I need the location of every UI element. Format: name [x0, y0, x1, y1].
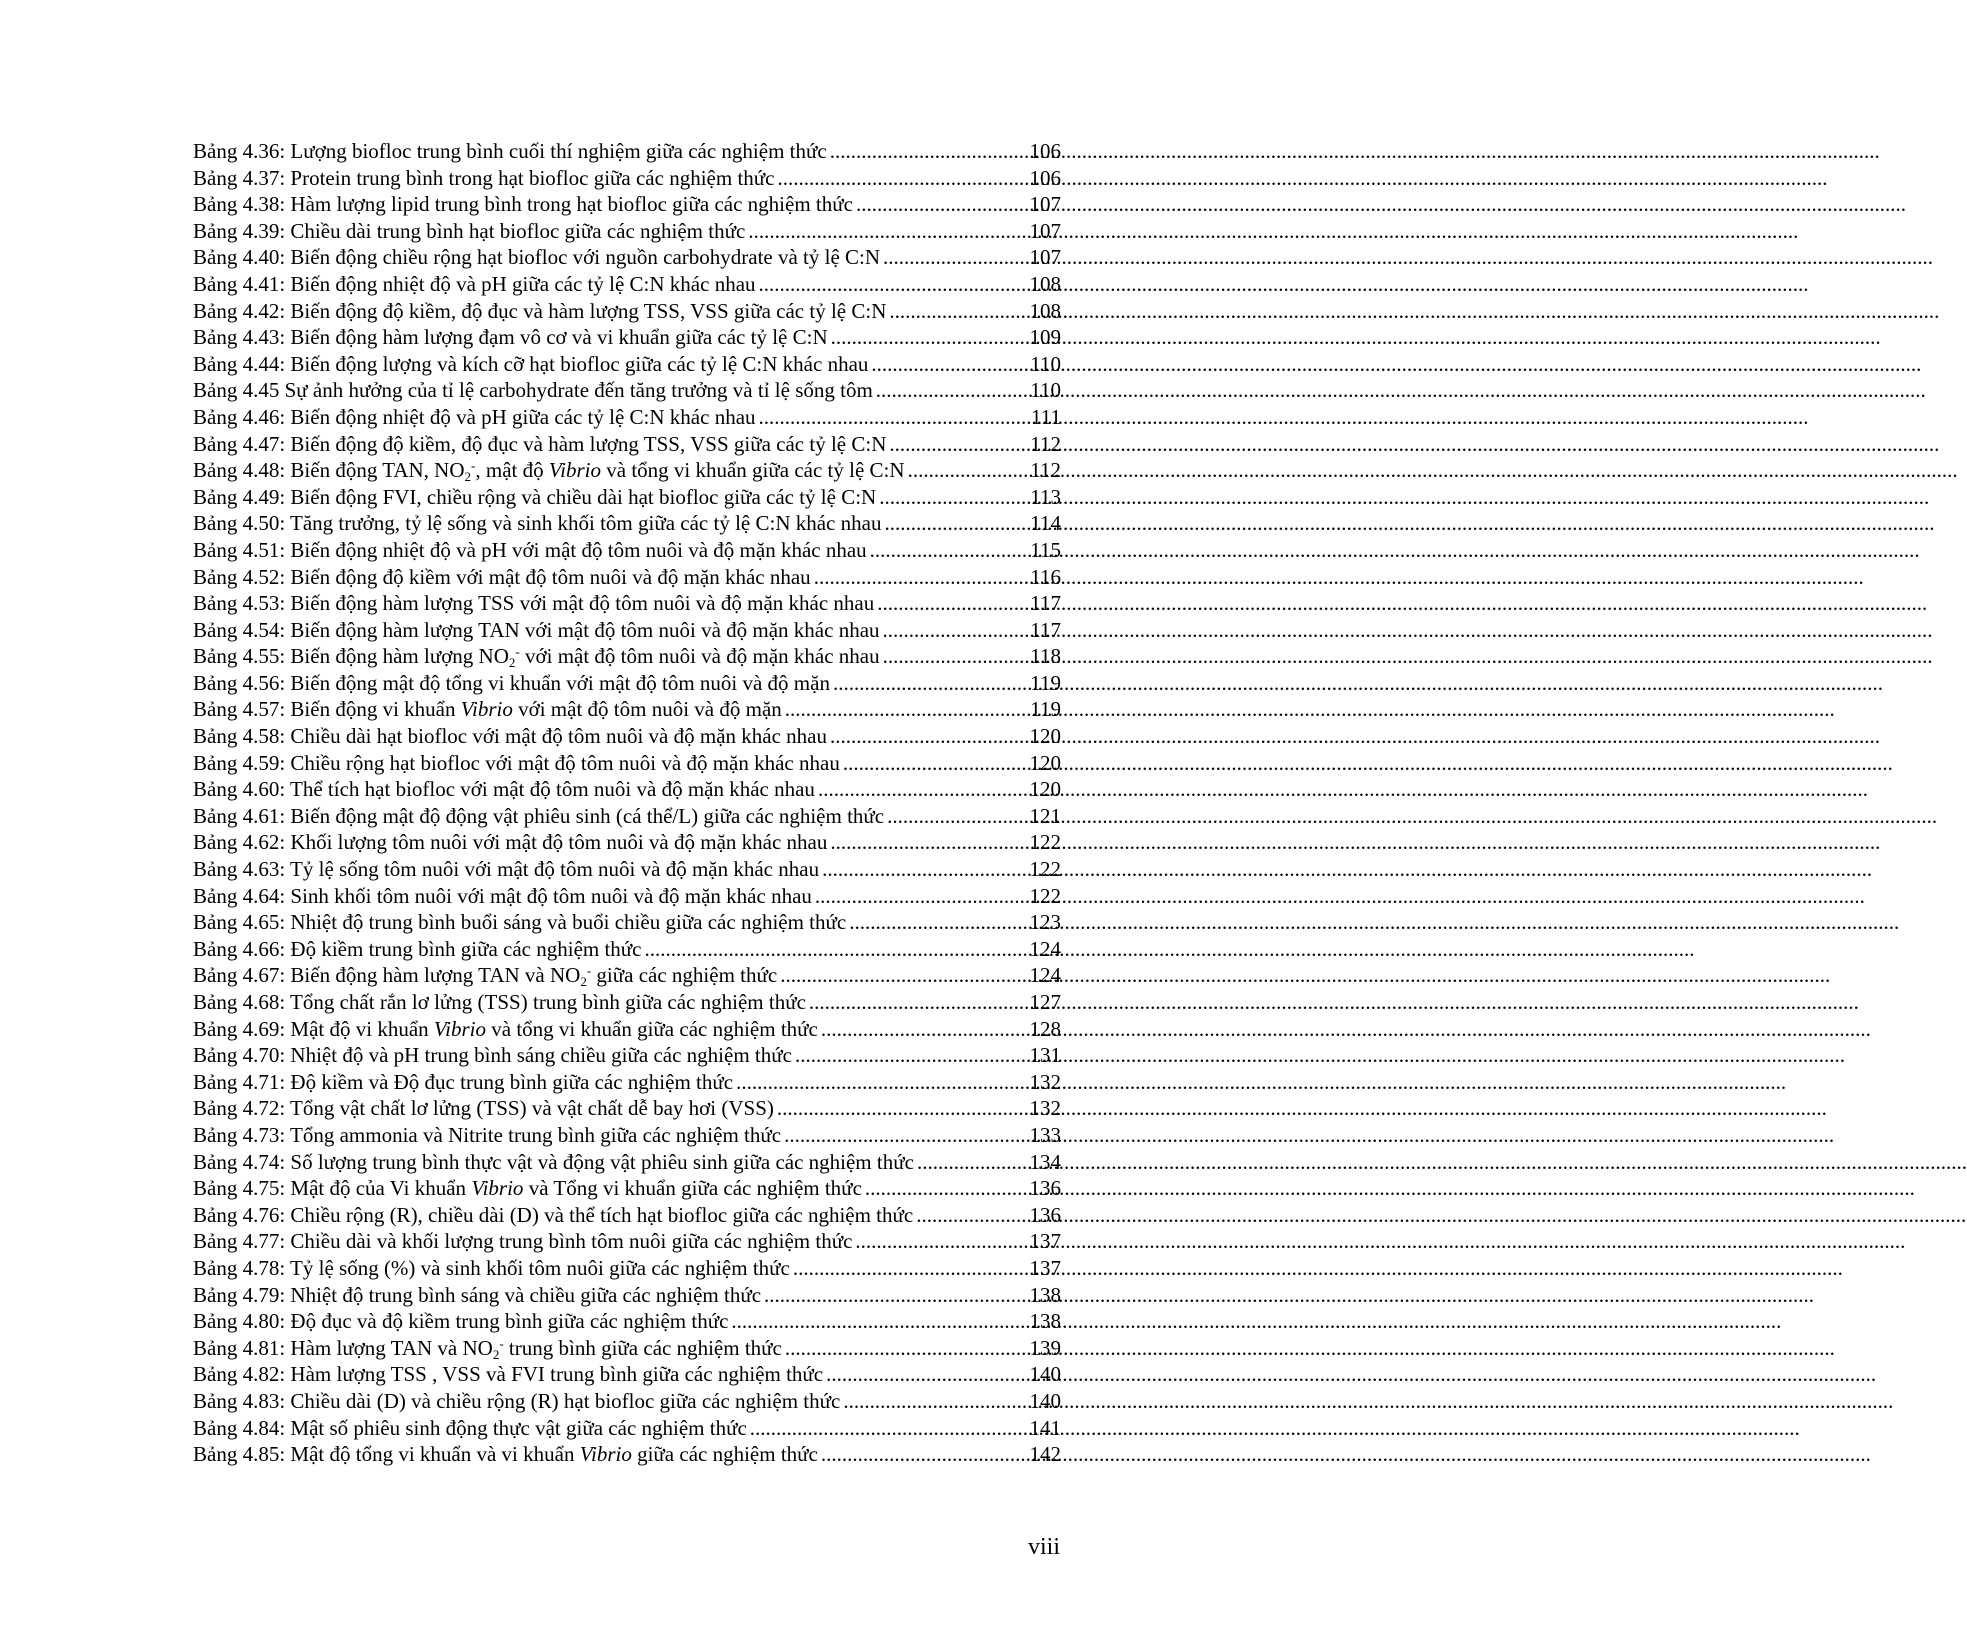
- toc-entry-label: Bảng 4.65: Nhiệt độ trung bình buổi sáng và buổi chiều giữa các nghiệm thức: [193, 910, 847, 935]
- toc-entry[interactable]: [193, 138, 1061, 165]
- dot-leader: [795, 1042, 1028, 1069]
- toc-entry-page: 137: [1029, 1255, 1061, 1280]
- dot-leader: [843, 1388, 1027, 1415]
- dot-leader: [876, 377, 1028, 404]
- toc-entry[interactable]: [193, 1441, 1061, 1468]
- toc-entry-page: 106: [1029, 139, 1061, 163]
- toc-entry-label: Bảng 4.44: Biến động lượng và kích cỡ hạt biofloc giữa các tỷ lệ C:N khác nhau: [193, 351, 869, 376]
- toc-entry-page: 121: [1029, 803, 1061, 828]
- toc-entry-label: Bảng 4.37: Protein trung bình trong hạt biofloc giữa các nghiệm thức: [193, 165, 775, 190]
- toc-entry[interactable]: [193, 537, 1061, 564]
- toc-entry-label: Bảng 4.60: Thể tích hạt biofloc với mật độ tôm nuôi và độ mặn khác nhau: [193, 777, 815, 802]
- toc-entry-page: 107: [1029, 192, 1061, 217]
- dot-leader: [818, 776, 1028, 803]
- toc-entry-page: 117: [1030, 617, 1061, 642]
- toc-entry-page: 113: [1030, 484, 1061, 509]
- toc-entry-page: 120: [1029, 750, 1061, 775]
- toc-entry-page: 138: [1029, 1282, 1061, 1307]
- toc-entry-page: 141: [1029, 1415, 1061, 1440]
- toc-entry-page: 127: [1029, 990, 1061, 1014]
- toc-entry[interactable]: [193, 1202, 1061, 1229]
- dot-leader: [826, 1361, 1027, 1388]
- toc-entry[interactable]: [193, 377, 1061, 404]
- dot-leader: [887, 803, 1027, 830]
- toc-entry-label: Bảng 4.48: Biến động TAN, $NO_2^-$, mật độ Vibrio và tổng vi khuẩn giữa các tỷ lệ C:N: [193, 457, 905, 485]
- toc-entry[interactable]: [193, 1308, 1061, 1335]
- toc-entry[interactable]: [193, 218, 1061, 245]
- toc-entry-label: Bảng 4.38: Hàm lượng lipid trung bình trong hạt biofloc giữa các nghiệm thức: [193, 192, 853, 217]
- toc-entry[interactable]: [193, 271, 1061, 298]
- toc-entry-page: 138: [1029, 1309, 1061, 1334]
- dot-leader: [849, 909, 1027, 936]
- toc-entry[interactable]: [193, 617, 1061, 644]
- toc-entry-page: 118: [1030, 644, 1061, 669]
- dot-leader: [856, 191, 1028, 218]
- toc-entry-page: 116: [1030, 564, 1061, 589]
- toc-entry-page: 110: [1030, 378, 1061, 403]
- table-of-tables: [193, 138, 1061, 1468]
- toc-entry[interactable]: [193, 324, 1061, 351]
- toc-entry[interactable]: [193, 351, 1061, 378]
- toc-entry-label: Bảng 4.70: Nhiệt độ và pH trung bình sáng chiều giữa các nghiệm thức: [193, 1043, 792, 1068]
- dot-leader: [884, 510, 1028, 537]
- toc-entry-page: 140: [1029, 1362, 1061, 1387]
- toc-entry[interactable]: [193, 803, 1061, 830]
- toc-entry-label: Bảng 4.54: Biến động hàm lượng TAN với mật độ tôm nuôi và độ mặn khác nhau: [193, 617, 880, 642]
- toc-entry-page: 112: [1030, 458, 1061, 483]
- toc-entry-label: Bảng 4.75: Mật độ của Vi khuẩn Vibrio và Tổng vi khuẩn giữa các nghiệm thức: [193, 1176, 862, 1201]
- toc-entry[interactable]: [193, 909, 1061, 936]
- toc-entry[interactable]: [193, 670, 1061, 697]
- dot-leader: [785, 1335, 1028, 1362]
- toc-entry-label: Bảng 4.36: Lượng biofloc trung bình cuối thí nghiệm giữa các nghiệm thức: [193, 139, 827, 163]
- toc-entry-page: 110: [1030, 351, 1061, 376]
- toc-entry-page: 128: [1029, 1016, 1061, 1041]
- toc-entry-label: Bảng 4.41: Biến động nhiệt độ và pH giữa các tỷ lệ C:N khác nhau: [193, 271, 756, 296]
- dot-leader: [736, 1069, 1027, 1096]
- toc-entry[interactable]: [193, 776, 1061, 803]
- dot-leader: [809, 989, 1028, 1016]
- toc-entry-label: Bảng 4.78: Tỷ lệ sống (%) và sinh khối tôm nuôi giữa các nghiệm thức: [193, 1255, 790, 1280]
- dot-leader: [916, 1202, 1027, 1229]
- toc-entry-page: 137: [1029, 1229, 1061, 1254]
- dot-leader: [830, 138, 1028, 165]
- dot-leader: [833, 670, 1028, 697]
- toc-entry-page: 108: [1029, 271, 1061, 296]
- dot-leader: [879, 484, 1028, 511]
- toc-entry-page: 132: [1029, 1096, 1061, 1121]
- dot-leader: [822, 856, 1027, 883]
- toc-entry[interactable]: [193, 1016, 1061, 1043]
- toc-entry[interactable]: [193, 1415, 1061, 1442]
- dot-leader: [784, 1122, 1027, 1149]
- dot-leader: [870, 537, 1029, 564]
- toc-entry-page: 139: [1029, 1335, 1061, 1360]
- toc-entry[interactable]: [193, 298, 1061, 325]
- toc-entry[interactable]: [193, 484, 1061, 511]
- dot-leader: [750, 1415, 1028, 1442]
- toc-entry-label: Bảng 4.64: Sinh khối tôm nuôi với mật độ tôm nuôi và độ mặn khác nhau: [193, 883, 812, 908]
- dot-leader: [830, 723, 1028, 750]
- dot-leader: [793, 1255, 1028, 1282]
- toc-entry-label: Bảng 4.71: Độ kiềm và Độ đục trung bình giữa các nghiệm thức: [193, 1069, 734, 1094]
- toc-entry-label: Bảng 4.72: Tổng vật chất lơ lửng (TSS) và vật chất dễ bay hơi (VSS): [193, 1096, 774, 1121]
- toc-entry[interactable]: [193, 1228, 1061, 1255]
- toc-entry-label: Bảng 4.83: Chiều dài (D) và chiều rộng (R) hạt biofloc giữa các nghiệm thức: [193, 1388, 841, 1413]
- dot-leader: [877, 590, 1028, 617]
- toc-entry[interactable]: [193, 564, 1061, 591]
- toc-entry-label: Bảng 4.68: Tổng chất rắn lơ lửng (TSS) trung bình giữa các nghiệm thức: [193, 990, 806, 1014]
- dot-leader: [759, 404, 1030, 431]
- toc-entry-page: 124: [1029, 963, 1061, 988]
- toc-entry-label: Bảng 4.69: Mật độ vi khuẩn Vibrio và tổng vi khuẩn giữa các nghiệm thức: [193, 1016, 818, 1041]
- toc-entry-label: Bảng 4.56: Biến động mật độ tổng vi khuẩn với mật độ tôm nuôi và độ mặn: [193, 670, 830, 695]
- toc-entry-label: Bảng 4.79: Nhiệt độ trung bình sáng và chiều giữa các nghiệm thức: [193, 1282, 762, 1307]
- toc-entry-page: 120: [1029, 724, 1061, 749]
- toc-entry[interactable]: [193, 431, 1061, 458]
- toc-entry-label: Bảng 4.51: Biến động nhiệt độ và pH với mật độ tôm nuôi và độ mặn khác nhau: [193, 537, 867, 562]
- toc-entry[interactable]: [193, 1069, 1061, 1096]
- dot-leader: [889, 431, 1028, 458]
- toc-entry[interactable]: [193, 750, 1061, 777]
- toc-entry-label: Bảng 4.45 Sự ảnh hưởng của tỉ lệ carbohydrate đến tăng trưởng và tỉ lệ sống tôm: [193, 378, 873, 403]
- toc-entry[interactable]: [193, 510, 1061, 537]
- dot-leader: [821, 1441, 1028, 1468]
- dot-leader: [645, 936, 1028, 963]
- toc-entry[interactable]: [193, 590, 1061, 617]
- dot-leader: [748, 218, 1027, 245]
- toc-entry-label: Bảng 4.73: Tổng ammonia và Nitrite trung bình giữa các nghiệm thức: [193, 1122, 782, 1147]
- dot-leader: [785, 696, 1028, 723]
- toc-entry-label: Bảng 4.61: Biến động mật độ động vật phiêu sinh (cá thể/L) giữa các nghiệm thức: [193, 803, 885, 828]
- toc-entry-label: Bảng 4.49: Biến động FVI, chiều rộng và chiều dài hạt biofloc giữa các tỷ lệ C:N: [193, 484, 877, 509]
- dot-leader: [777, 165, 1027, 192]
- dot-leader: [865, 1175, 1028, 1202]
- toc-entry-label: Bảng 4.46: Biến động nhiệt độ và pH giữa các tỷ lệ C:N khác nhau: [193, 404, 756, 429]
- dot-leader: [814, 564, 1029, 591]
- toc-entry-page: 122: [1029, 883, 1061, 908]
- dot-leader: [731, 1308, 1027, 1335]
- toc-entry-label: Bảng 4.39: Chiều dài trung bình hạt biofloc giữa các nghiệm thức: [193, 218, 746, 243]
- toc-entry-label: Bảng 4.67: Biến động hàm lượng TAN và $NO_2^-$ giữa các nghiệm thức: [193, 963, 778, 990]
- toc-entry-page: 140: [1029, 1388, 1061, 1413]
- toc-entry-label: Bảng 4.47: Biến động độ kiềm, độ đục và hàm lượng TSS, VSS giữa các tỷ lệ C:N: [193, 431, 887, 456]
- toc-entry-page: 122: [1029, 857, 1061, 882]
- toc-entry-label: Bảng 4.76: Chiều rộng (R), chiều dài (D) và thể tích hạt biofloc giữa các nghiệm thức: [193, 1202, 914, 1227]
- toc-entry-page: 136: [1029, 1176, 1061, 1201]
- toc-entry[interactable]: [193, 1149, 1061, 1176]
- toc-entry-label: Bảng 4.52: Biến động độ kiềm với mật độ tôm nuôi và độ mặn khác nhau: [193, 564, 811, 589]
- toc-entry-page: 132: [1029, 1069, 1061, 1094]
- toc-entry[interactable]: [193, 1175, 1061, 1202]
- toc-entry[interactable]: [193, 1042, 1061, 1069]
- toc-entry-label: Bảng 4.80: Độ đục và độ kiềm trung bình giữa các nghiệm thức: [193, 1309, 729, 1334]
- toc-entry[interactable]: [193, 696, 1061, 723]
- dot-leader: [908, 457, 1029, 484]
- toc-entry-page: 119: [1030, 670, 1061, 695]
- dot-leader: [821, 1016, 1028, 1043]
- toc-entry-label: Bảng 4.50: Tăng trưởng, tỷ lệ sống và sinh khối tôm giữa các tỷ lệ C:N khác nhau: [193, 511, 882, 536]
- toc-entry-page: 142: [1029, 1442, 1061, 1467]
- toc-entry-label: Bảng 4.43: Biến động hàm lượng đạm vô cơ và vi khuẩn giữa các tỷ lệ C:N: [193, 325, 828, 350]
- toc-entry[interactable]: [193, 962, 1061, 989]
- toc-entry-page: 111: [1031, 404, 1061, 429]
- toc-entry[interactable]: [193, 191, 1061, 218]
- toc-entry-page: 109: [1029, 325, 1061, 350]
- toc-entry-page: 134: [1029, 1149, 1061, 1174]
- toc-entry-page: 131: [1029, 1043, 1061, 1068]
- toc-entry-page: 115: [1030, 537, 1061, 562]
- toc-entry-page: 107: [1029, 245, 1061, 270]
- toc-entry[interactable]: [193, 1122, 1061, 1149]
- toc-entry-page: 117: [1030, 591, 1061, 616]
- dot-leader: [777, 1095, 1028, 1122]
- page-number: viii: [1027, 1534, 1060, 1560]
- dot-leader: [855, 1228, 1027, 1255]
- toc-entry-page: 114: [1030, 511, 1061, 536]
- dot-leader: [883, 643, 1029, 670]
- toc-entry[interactable]: [193, 244, 1061, 271]
- toc-entry-page: 107: [1029, 218, 1061, 243]
- dot-leader: [759, 271, 1028, 298]
- toc-entry[interactable]: [193, 1095, 1061, 1122]
- dot-leader: [830, 829, 1027, 856]
- toc-entry[interactable]: [193, 457, 1061, 484]
- toc-entry-label: Bảng 4.81: Hàm lượng TAN và $NO_2^-$ trung bình giữa các nghiệm thức: [193, 1335, 782, 1362]
- toc-entry-label: Bảng 4.82: Hàm lượng TSS , VSS và FVI trung bình giữa các nghiệm thức: [193, 1362, 824, 1387]
- toc-entry-label: Bảng 4.58: Chiều dài hạt biofloc với mật độ tôm nuôi và độ mặn khác nhau: [193, 724, 827, 749]
- toc-entry-page: 112: [1030, 431, 1061, 456]
- dot-leader: [831, 324, 1028, 351]
- toc-entry[interactable]: [193, 1361, 1061, 1388]
- toc-entry[interactable]: [193, 989, 1061, 1016]
- toc-entry-page: 120: [1029, 777, 1061, 802]
- toc-entry-label: Bảng 4.62: Khối lượng tôm nuôi với mật độ tôm nuôi và độ mặn khác nhau: [193, 830, 828, 855]
- toc-entry-label: Bảng 4.74: Số lượng trung bình thực vật và động vật phiêu sinh giữa các nghiệm thức: [193, 1149, 914, 1174]
- toc-entry-page: 122: [1029, 830, 1061, 855]
- toc-entry-page: 108: [1029, 298, 1061, 323]
- toc-entry[interactable]: [193, 404, 1061, 431]
- dot-leader: [883, 244, 1027, 271]
- toc-entry-label: Bảng 4.42: Biến động độ kiềm, độ đục và hàm lượng TSS, VSS giữa các tỷ lệ C:N: [193, 298, 887, 323]
- toc-entry-page: 124: [1029, 936, 1061, 961]
- toc-entry-label: Bảng 4.85: Mật độ tổng vi khuẩn và vi khuẩn Vibrio giữa các nghiệm thức: [193, 1442, 818, 1467]
- toc-entry[interactable]: [193, 856, 1061, 883]
- toc-entry-label: Bảng 4.66: Độ kiềm trung bình giữa các nghiệm thức: [193, 936, 642, 961]
- toc-entry[interactable]: [193, 165, 1061, 192]
- toc-entry-label: Bảng 4.55: Biến động hàm lượng $NO_2^-$ với mật độ tôm nuôi và độ mặn khác nhau: [193, 644, 880, 671]
- dot-leader: [889, 298, 1027, 325]
- toc-entry-page: 106: [1029, 165, 1061, 190]
- toc-entry-page: 133: [1029, 1122, 1061, 1147]
- dot-leader: [780, 962, 1027, 989]
- toc-entry-page: 123: [1029, 910, 1061, 935]
- dot-leader: [764, 1282, 1027, 1309]
- toc-entry-label: Bảng 4.57: Biến động vi khuẩn Vibrio với mật độ tôm nuôi và độ mặn: [193, 697, 782, 722]
- toc-entry-label: Bảng 4.53: Biến động hàm lượng TSS với mật độ tôm nuôi và độ mặn khác nhau: [193, 591, 875, 616]
- dot-leader: [917, 1149, 1028, 1176]
- toc-entry-label: Bảng 4.40: Biến động chiều rộng hạt biofloc với nguồn carbohydrate và tỷ lệ C:N: [193, 245, 881, 270]
- toc-entry[interactable]: [193, 829, 1061, 856]
- toc-entry-label: Bảng 4.77: Chiều dài và khối lượng trung bình tôm nuôi giữa các nghiệm thức: [193, 1229, 853, 1254]
- toc-entry-label: Bảng 4.84: Mật số phiêu sinh động thực vật giữa các nghiệm thức: [193, 1415, 747, 1440]
- toc-entry-page: 136: [1029, 1202, 1061, 1227]
- dot-leader: [871, 351, 1028, 378]
- toc-entry[interactable]: [193, 883, 1061, 910]
- toc-entry[interactable]: [193, 1388, 1061, 1415]
- toc-entry-page: 119: [1030, 697, 1061, 722]
- dot-leader: [843, 750, 1028, 777]
- toc-entry[interactable]: [193, 723, 1061, 750]
- toc-entry[interactable]: [193, 936, 1061, 963]
- toc-entry[interactable]: [193, 1335, 1061, 1362]
- dot-leader: [883, 617, 1029, 644]
- toc-entry[interactable]: [193, 1255, 1061, 1282]
- dot-leader: [815, 883, 1028, 910]
- toc-entry-label: Bảng 4.63: Tỷ lệ sống tôm nuôi với mật độ tôm nuôi và độ mặn khác nhau: [193, 857, 820, 882]
- toc-entry[interactable]: [193, 643, 1061, 670]
- toc-entry[interactable]: [193, 1282, 1061, 1309]
- toc-entry-label: Bảng 4.59: Chiều rộng hạt biofloc với mật độ tôm nuôi và độ mặn khác nhau: [193, 750, 840, 775]
